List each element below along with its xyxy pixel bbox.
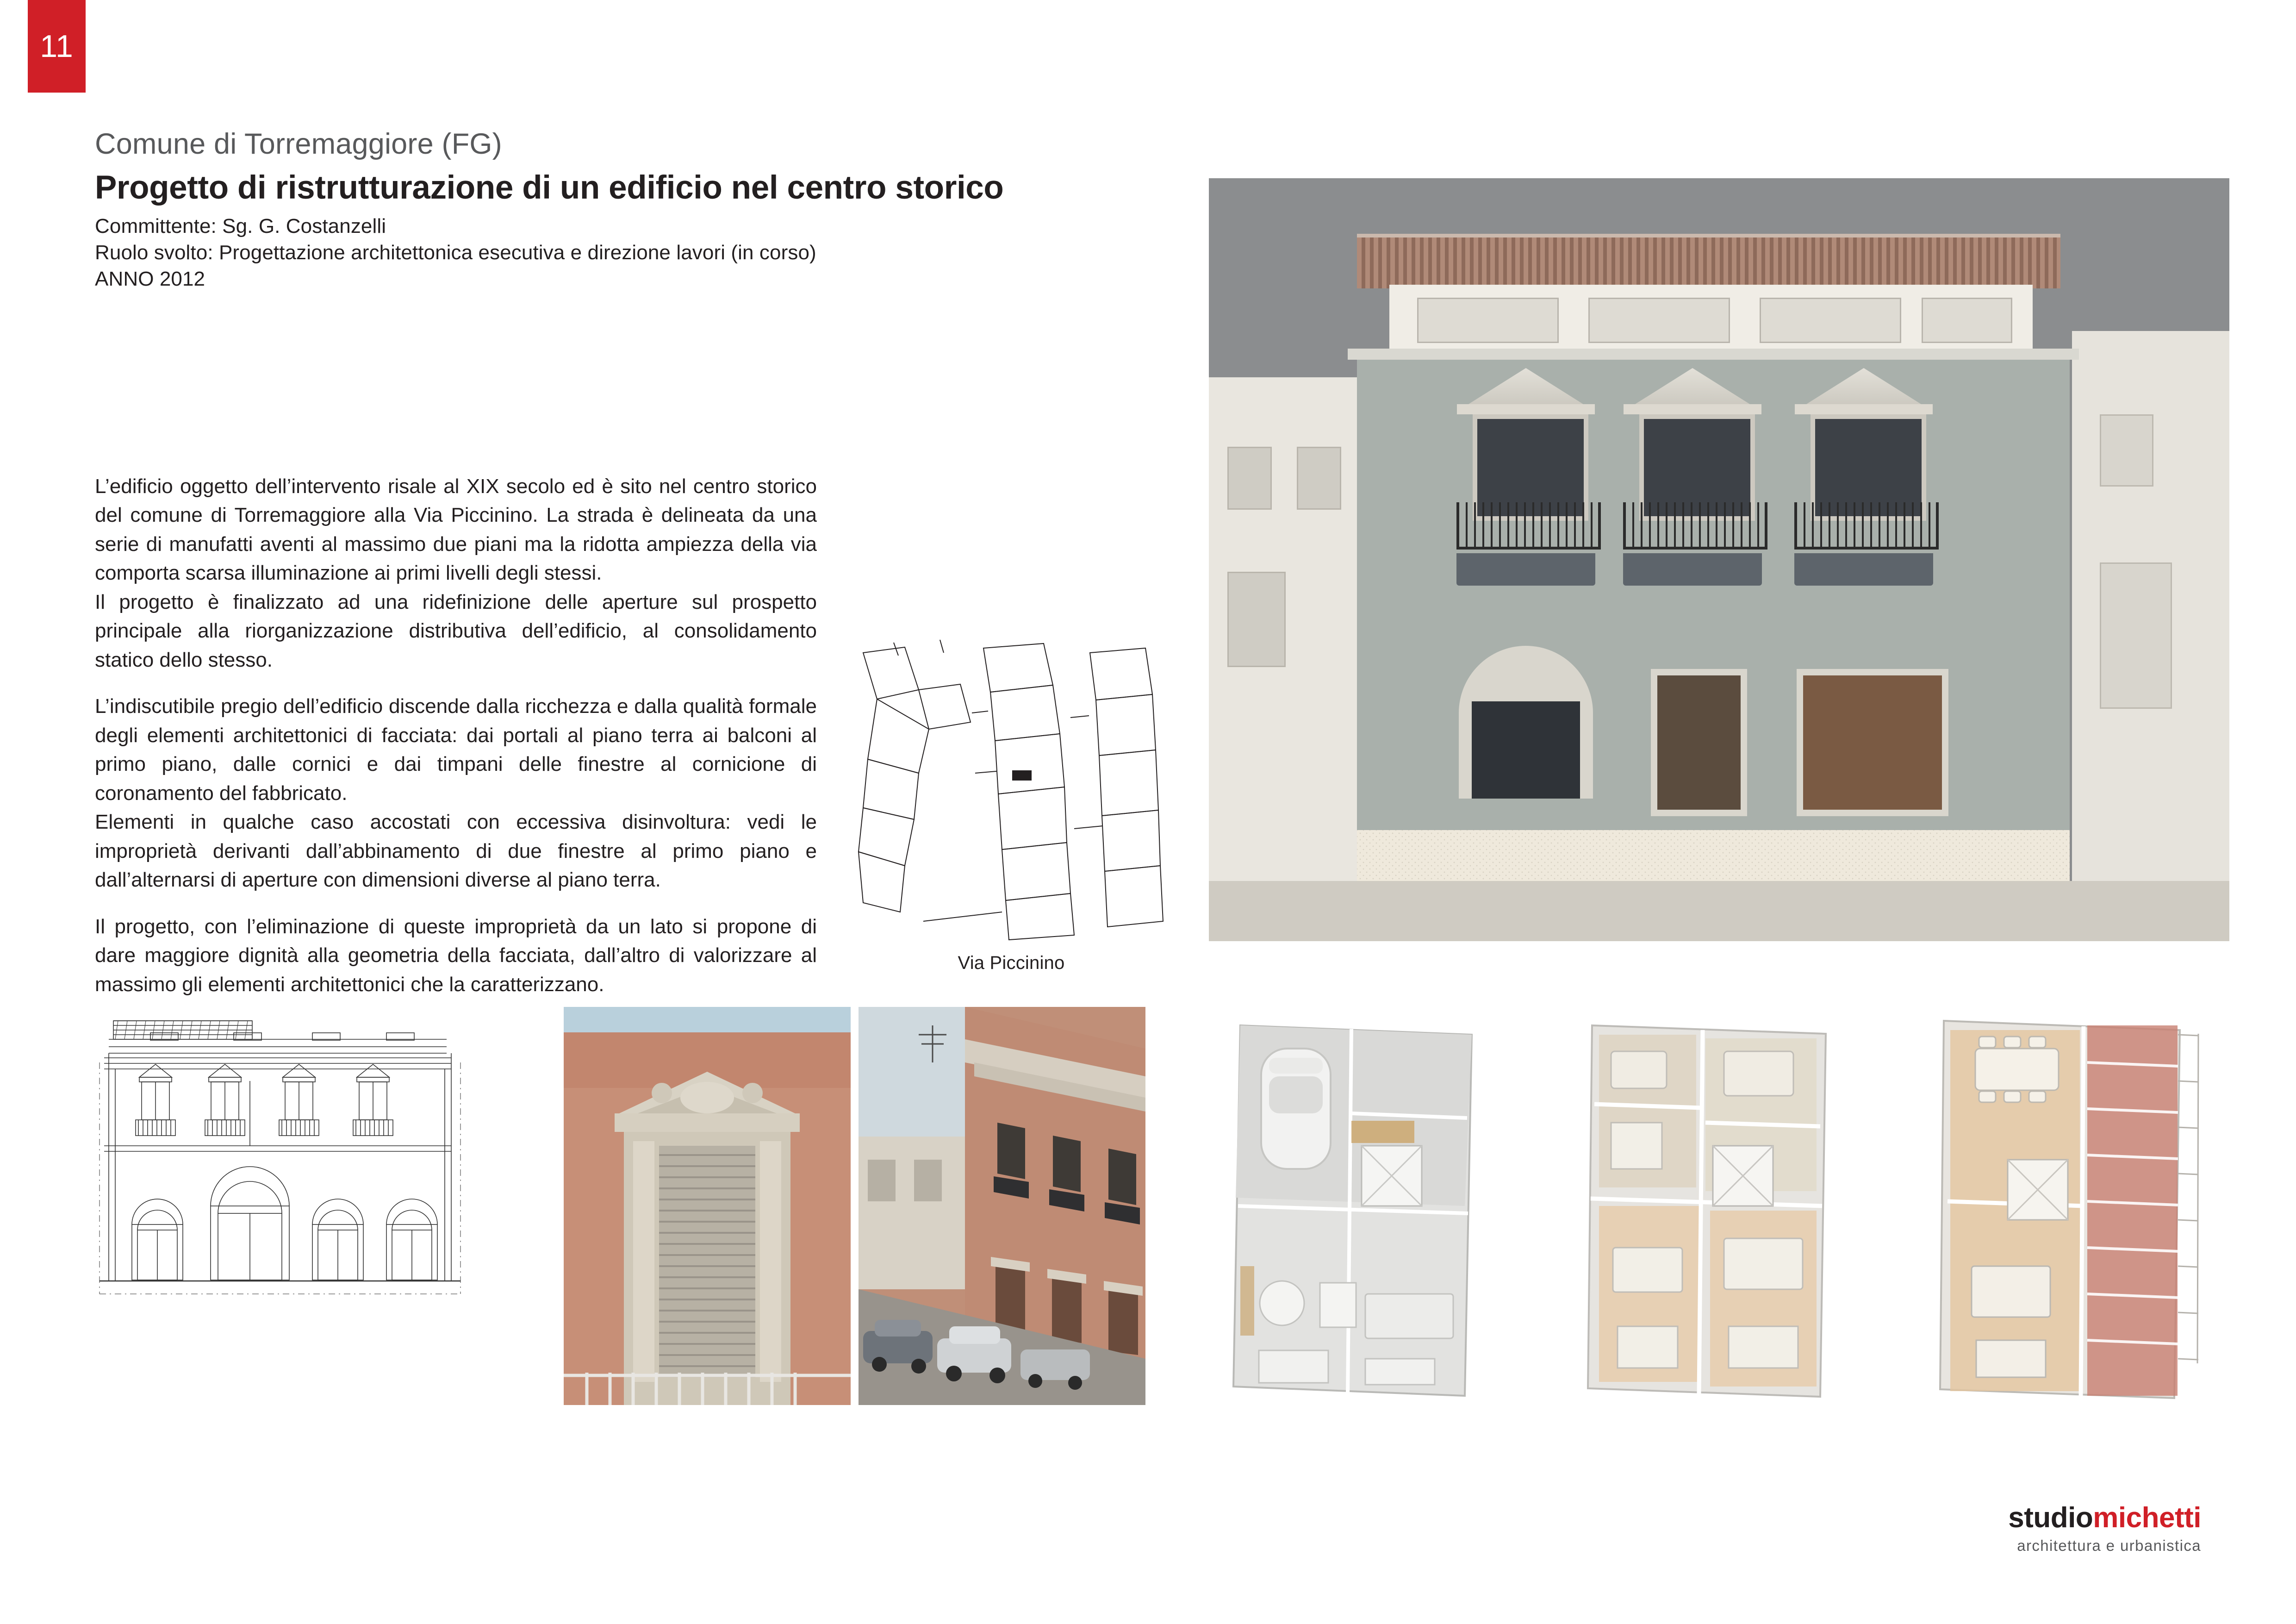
neighbour-window (1227, 447, 1272, 510)
map-site-marker (1012, 770, 1032, 781)
plan-first-svg (1567, 1007, 1872, 1424)
render-neighbour-left (1209, 377, 1362, 941)
render-balcony (1794, 502, 1939, 550)
neighbour-window (2100, 414, 2153, 487)
floor-plan-first (1567, 1007, 1872, 1424)
lintel (1624, 404, 1761, 414)
page-title: Progetto di ristrutturazione di un edificio nel centro storico (95, 169, 1004, 206)
description-text (95, 472, 817, 1017)
neighbour-window (1227, 572, 1286, 667)
photo-portal (564, 1007, 851, 1405)
render-balcony (1456, 502, 1601, 550)
photo-portal-svg (564, 1007, 851, 1405)
attic-window (1760, 298, 1901, 343)
role-label: Ruolo svolto: Progettazione architettonica esecutiva e direzione lavori (in corso) (95, 241, 816, 264)
photo-street-view (859, 1007, 1145, 1405)
studio-logo (2008, 1501, 2201, 1555)
render-awning (1623, 553, 1762, 586)
location-map (849, 634, 1173, 974)
opening-inner (1472, 701, 1580, 799)
render-plinth (1357, 830, 2070, 881)
header-block (95, 127, 1113, 293)
map-caption: Via Piccinino (958, 953, 1065, 973)
render-awning (1794, 553, 1933, 586)
cad-elevation-svg (95, 1007, 558, 1405)
attic-window (1922, 298, 2012, 343)
plan-ground-svg (1213, 1007, 1518, 1424)
page-number: 11 (40, 29, 74, 64)
logo-name-bold: michetti (2093, 1502, 2201, 1534)
client-label: Committente: Sg. G. Costanzelli (95, 215, 386, 237)
attic-window (1417, 298, 1559, 343)
render-arched-opening (1459, 646, 1593, 799)
paragraph-2: Il progetto è finalizzato ad una ridefinizione delle aperture sul prospetto principale alla riorganizzazione distributiva dell’edificio, al consolidamento statico dello stesso. (95, 590, 817, 671)
render-entrance-door (1651, 669, 1747, 816)
render-street (1209, 881, 2229, 941)
attic-window (1588, 298, 1730, 343)
plan-roof-svg (1921, 1007, 2226, 1424)
render-cornice (1348, 349, 2079, 360)
map-drawing (849, 634, 1173, 949)
render-neighbour-right (2072, 331, 2229, 941)
floor-plan-roof (1921, 1007, 2226, 1424)
main-rendering (1209, 178, 2229, 941)
logo-tagline: architettura e urbanistica (2017, 1537, 2201, 1554)
render-attic (1389, 285, 2033, 354)
map-svg (849, 634, 1173, 949)
page-number-tab (28, 0, 86, 93)
lintel (1795, 404, 1933, 414)
floor-plan-ground (1213, 1007, 1518, 1424)
municipality-label: Comune di Torremaggiore (FG) (95, 128, 502, 160)
render-awning (1456, 553, 1595, 586)
render-roof-tiles (1357, 234, 2060, 288)
logo-name (2008, 1501, 2201, 1534)
neighbour-window (1297, 447, 1341, 510)
photo-street-svg (859, 1007, 1145, 1405)
paragraph-4: Elementi in qualche caso accostati con eccessiva disinvoltura: vedi le improprietà derivanti dall’abbinamento di due finestre al primo piano e dall’alternarsi di aperture con dimensioni diverse al piano terra. (95, 811, 817, 892)
render-balcony (1623, 502, 1767, 550)
paragraph-3: L’indiscutibile pregio dell’edificio discende dalla ricchezza e dalla qualità formale degli elementi architettonici di facciata: dai portali al piano terra ai balconi al primo piano, dalle cornici e dai timpani delle finestre al cornicione di coronamento del fabbricato. (95, 695, 817, 805)
logo-name-light: studio (2008, 1502, 2093, 1534)
paragraph-1: L’edificio oggetto dell’intervento risale al XIX secolo ed è sito nel centro storico del comune di Torremaggiore alla Via Piccinino. La strada è delineata da una serie di manufatti aventi al massimo due piani ma la ridotta ampiezza della via comporta scarsa illuminazione ai primi livelli degli stessi. (95, 475, 817, 585)
cad-elevation-drawing (95, 1007, 558, 1405)
year-label: ANNO 2012 (95, 268, 205, 291)
render-garage-gate (1797, 669, 1948, 816)
lintel (1457, 404, 1595, 414)
paragraph-5: Il progetto, con l’eliminazione di queste improprietà da un lato si propone di dare maggiore dignità alla geometria della facciata, dall’altro di valorizzare al massimo gli elementi architettonici che la caratterizzano. (95, 915, 817, 996)
bottom-figures-row (0, 1007, 2296, 1424)
neighbour-door (2100, 562, 2172, 709)
